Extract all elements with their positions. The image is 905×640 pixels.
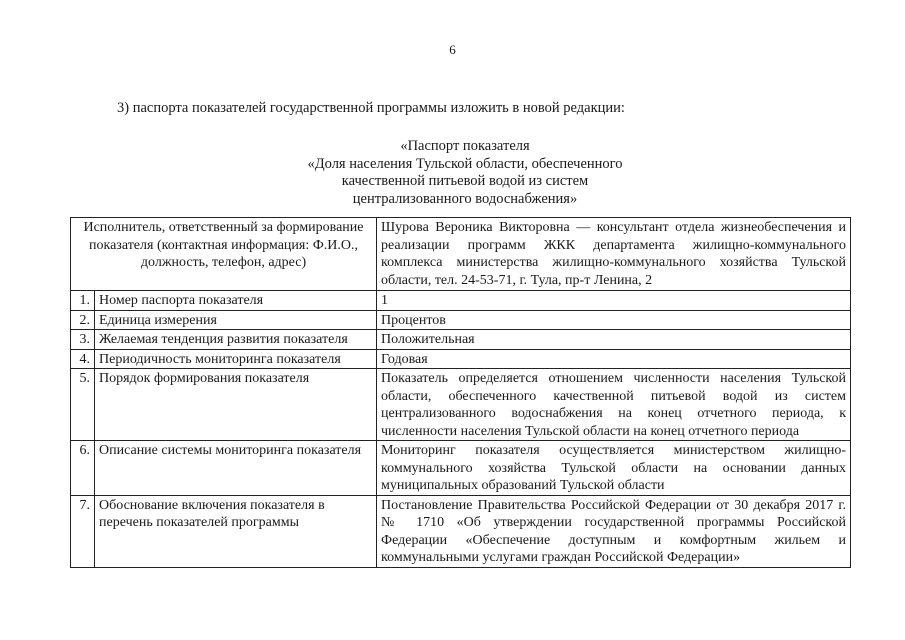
- executor-value: Шурова Вероника Викторовна — консультант отдела жизнеобеспечения и реализации программ ЖКК департамента жилищно-коммунального комплекса министерства жилищно-коммунального хозяйства Тульской области, тел. 24-53-71, г. Тула, пр-т Ленина, 2: [377, 218, 851, 291]
- row-value: Положительная: [377, 330, 851, 350]
- row-number: 5.: [71, 369, 95, 441]
- row-number: 6.: [71, 441, 95, 496]
- row-value: Мониторинг показателя осуществляется министерством жилищно-коммунального хозяйства Тульской области на основании данных муниципальных образований Тульской области: [377, 441, 851, 496]
- table-row: [71, 441, 851, 496]
- row-label: Номер паспорта показателя: [95, 291, 377, 311]
- row-label: Периодичность мониторинга показателя: [95, 349, 377, 369]
- passport-table: [70, 217, 851, 568]
- row-number: 2.: [71, 310, 95, 330]
- title-line: централизованного водоснабжения»: [352, 190, 578, 207]
- row-label: Единица измерения: [95, 310, 377, 330]
- row-value: Процентов: [377, 310, 851, 330]
- row-number: 1.: [71, 291, 95, 311]
- table-row: [71, 310, 851, 330]
- table-row: [71, 495, 851, 567]
- table-row: [71, 349, 851, 369]
- title-line: «Доля населения Тульской области, обеспеченного: [307, 155, 623, 172]
- title-line: «Паспорт показателя: [400, 138, 530, 154]
- row-number: 3.: [71, 330, 95, 350]
- table-row: [71, 369, 851, 441]
- row-value: Постановление Правительства Российской Федерации от 30 декабря 2017 г. № 1710 «Об утверждении государственной программы Российской Федерации «Обеспечение доступным и комфортным жильем и коммунальными услугами граждан Российской Федерации»: [377, 495, 851, 567]
- table-row: [71, 291, 851, 311]
- table-header-row: [71, 218, 851, 291]
- row-value: 1: [377, 291, 851, 311]
- passport-title: [260, 138, 670, 208]
- title-line: качественной питьевой водой из систем: [341, 173, 589, 189]
- row-label: Порядок формирования показателя: [95, 369, 377, 441]
- row-value: Показатель определяется отношением численности населения Тульской области, обеспеченного качественной питьевой водой из систем централизованного водоснабжения на конец отчетного периода, к численности населения Тульской области на конец отчетного периода: [377, 369, 851, 441]
- executor-label: Исполнитель, ответственный за формирование показателя (контактная информация: Ф.И.О., должность, телефон, адрес): [71, 218, 377, 291]
- row-number: 4.: [71, 349, 95, 369]
- table-row: [71, 330, 851, 350]
- row-label: Обоснование включения показателя в перечень показателей программы: [95, 495, 377, 567]
- row-value: Годовая: [377, 349, 851, 369]
- intro-paragraph: 3) паспорта показателей государственной программы изложить в новой редакции:: [117, 100, 625, 116]
- page-number: 6: [449, 42, 456, 57]
- row-label: Желаемая тенденция развития показателя: [95, 330, 377, 350]
- row-number: 7.: [71, 495, 95, 567]
- row-label: Описание системы мониторинга показателя: [95, 441, 377, 496]
